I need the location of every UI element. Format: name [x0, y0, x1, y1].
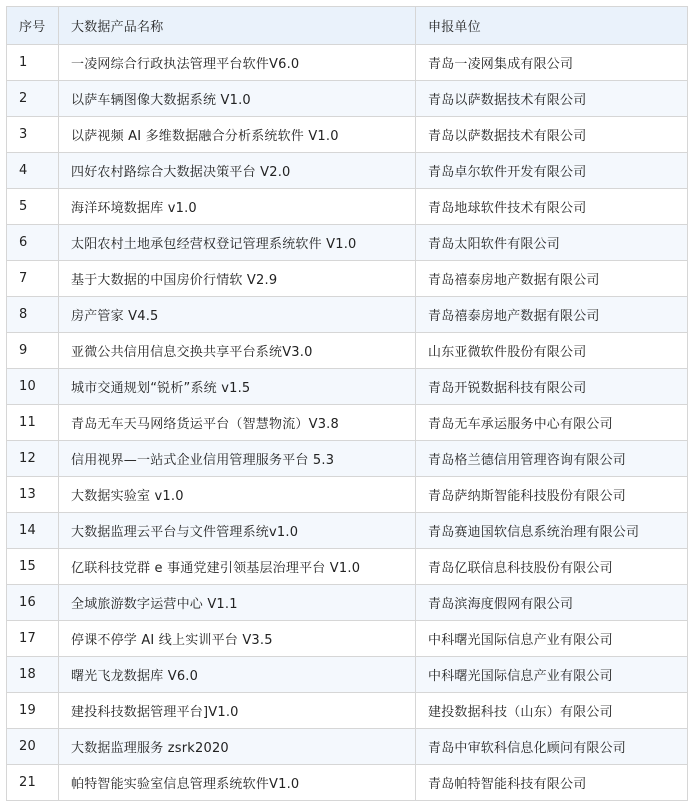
table-row	[7, 153, 688, 189]
cell-index: 17	[7, 621, 59, 657]
cell-index: 6	[7, 225, 59, 261]
table-row	[7, 117, 688, 153]
table-row	[7, 225, 688, 261]
cell-company: 青岛滨海度假网有限公司	[416, 585, 688, 621]
cell-index: 15	[7, 549, 59, 585]
cell-company: 青岛地球软件技术有限公司	[416, 189, 688, 225]
cell-product-name: 城市交通规划“锐析”系统 v1.5	[59, 369, 416, 405]
header-index: 序号	[7, 7, 59, 45]
cell-product-name: 房产管家 V4.5	[59, 297, 416, 333]
table-row	[7, 189, 688, 225]
table-row	[7, 477, 688, 513]
cell-company: 青岛无车承运服务中心有限公司	[416, 405, 688, 441]
cell-company: 青岛禧泰房地产数据有限公司	[416, 297, 688, 333]
cell-company: 中科曙光国际信息产业有限公司	[416, 657, 688, 693]
table-row	[7, 729, 688, 765]
cell-company: 青岛萨纳斯智能科技股份有限公司	[416, 477, 688, 513]
table-row	[7, 333, 688, 369]
cell-company: 青岛中审软科信息化顾问有限公司	[416, 729, 688, 765]
cell-index: 4	[7, 153, 59, 189]
cell-product-name: 曙光飞龙数据库 V6.0	[59, 657, 416, 693]
cell-product-name: 四好农村路综合大数据决策平台 V2.0	[59, 153, 416, 189]
cell-product-name: 信用视界—一站式企业信用管理服务平台 5.3	[59, 441, 416, 477]
cell-index: 8	[7, 297, 59, 333]
cell-index: 1	[7, 45, 59, 81]
header-row	[7, 7, 688, 45]
cell-company: 建投数据科技（山东）有限公司	[416, 693, 688, 729]
product-table-container	[6, 6, 687, 799]
cell-company: 青岛帕特智能科技有限公司	[416, 765, 688, 801]
cell-product-name: 海洋环境数据库 v1.0	[59, 189, 416, 225]
cell-company: 青岛一凌网集成有限公司	[416, 45, 688, 81]
cell-company: 山东亚微软件股份有限公司	[416, 333, 688, 369]
cell-product-name: 全域旅游数字运营中心 V1.1	[59, 585, 416, 621]
cell-index: 14	[7, 513, 59, 549]
cell-index: 20	[7, 729, 59, 765]
cell-index: 7	[7, 261, 59, 297]
cell-product-name: 以萨视频 AI 多维数据融合分析系统软件 V1.0	[59, 117, 416, 153]
cell-company: 青岛亿联信息科技股份有限公司	[416, 549, 688, 585]
table-row	[7, 657, 688, 693]
cell-index: 2	[7, 81, 59, 117]
table-row	[7, 513, 688, 549]
cell-company: 青岛禧泰房地产数据有限公司	[416, 261, 688, 297]
table-row	[7, 693, 688, 729]
cell-index: 5	[7, 189, 59, 225]
table-row	[7, 549, 688, 585]
cell-company: 青岛以萨数据技术有限公司	[416, 117, 688, 153]
cell-index: 3	[7, 117, 59, 153]
cell-company: 青岛以萨数据技术有限公司	[416, 81, 688, 117]
cell-product-name: 亿联科技党群 e 事通党建引领基层治理平台 V1.0	[59, 549, 416, 585]
cell-product-name: 基于大数据的中国房价行情软 V2.9	[59, 261, 416, 297]
cell-company: 青岛卓尔软件开发有限公司	[416, 153, 688, 189]
cell-product-name: 大数据监理服务 zsrk2020	[59, 729, 416, 765]
cell-company: 青岛太阳软件有限公司	[416, 225, 688, 261]
header-company: 申报单位	[416, 7, 688, 45]
table-row	[7, 405, 688, 441]
cell-index: 21	[7, 765, 59, 801]
cell-index: 18	[7, 657, 59, 693]
cell-index: 9	[7, 333, 59, 369]
cell-product-name: 一凌网综合行政执法管理平台软件V6.0	[59, 45, 416, 81]
cell-index: 19	[7, 693, 59, 729]
table-row	[7, 297, 688, 333]
cell-product-name: 停课不停学 AI 线上实训平台 V3.5	[59, 621, 416, 657]
cell-product-name: 以萨车辆图像大数据系统 V1.0	[59, 81, 416, 117]
table-row	[7, 261, 688, 297]
header-product-name: 大数据产品名称	[59, 7, 416, 45]
cell-product-name: 太阳农村土地承包经营权登记管理系统软件 V1.0	[59, 225, 416, 261]
table-row	[7, 765, 688, 801]
cell-product-name: 大数据监理云平台与文件管理系统v1.0	[59, 513, 416, 549]
cell-product-name: 建投科技数据管理平台]V1.0	[59, 693, 416, 729]
cell-index: 16	[7, 585, 59, 621]
table-header	[7, 7, 688, 45]
cell-index: 11	[7, 405, 59, 441]
table-row	[7, 45, 688, 81]
table-row	[7, 585, 688, 621]
table-body	[7, 45, 688, 801]
cell-product-name: 帕特智能实验室信息管理系统软件V1.0	[59, 765, 416, 801]
table-row	[7, 369, 688, 405]
cell-company: 青岛赛迪国软信息系统治理有限公司	[416, 513, 688, 549]
cell-company: 青岛格兰德信用管理咨询有限公司	[416, 441, 688, 477]
table-row	[7, 621, 688, 657]
cell-product-name: 大数据实验室 v1.0	[59, 477, 416, 513]
product-table	[6, 6, 688, 801]
table-row	[7, 441, 688, 477]
cell-index: 10	[7, 369, 59, 405]
cell-product-name: 青岛无车天马网络货运平台（智慧物流）V3.8	[59, 405, 416, 441]
cell-company: 中科曙光国际信息产业有限公司	[416, 621, 688, 657]
table-row	[7, 81, 688, 117]
cell-product-name: 亚微公共信用信息交换共享平台系统V3.0	[59, 333, 416, 369]
cell-index: 12	[7, 441, 59, 477]
cell-index: 13	[7, 477, 59, 513]
cell-company: 青岛开锐数据科技有限公司	[416, 369, 688, 405]
